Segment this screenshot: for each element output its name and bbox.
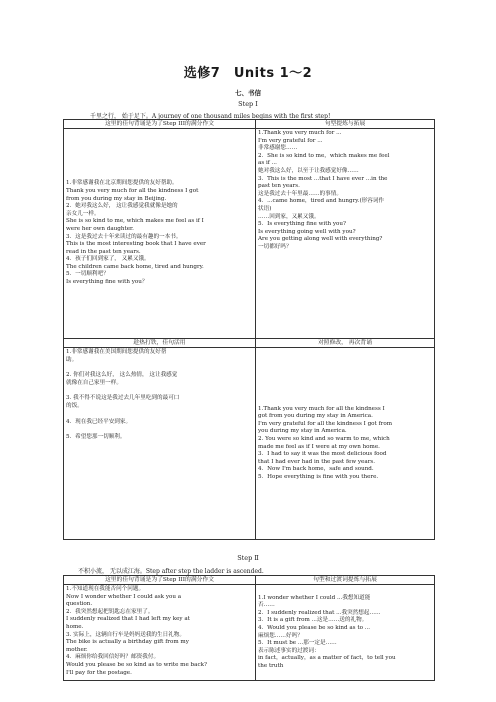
text-line: 的饭。 [66, 402, 83, 409]
page-title: 选修7 Units 1～2 [183, 66, 313, 81]
table1-right-lines [258, 130, 432, 252]
table3-right-cell [256, 585, 435, 681]
text-line: 3. 实际上，这辆自行车是妈妈送我的生日礼物。 [66, 631, 185, 638]
text-line: ……回到家，又累又饿。 [258, 213, 320, 220]
table1-left-lines [66, 180, 253, 286]
text-line: 2．她对我这么好， 这让我感觉我就像是她的 [66, 203, 178, 210]
list-item [66, 349, 253, 364]
list-item [66, 434, 253, 442]
list-item [66, 395, 253, 410]
table2-left-items [66, 349, 253, 450]
table2-right-header: 对照修改， 再次背诵 [256, 339, 435, 348]
step-1-label: Step Ⅰ [238, 100, 258, 108]
text-line: were her own daughter. [66, 225, 134, 232]
text-line: 3．This is the most ...that I have ever ...in the [258, 175, 388, 182]
text-line: as if ... [258, 160, 277, 167]
text-line: 表示陈述事实的过渡词： [258, 647, 320, 654]
step-2-table [63, 575, 435, 681]
text-line: 1.非常感谢我在北京期间您提供的友好帮助。 [66, 180, 178, 187]
text-line: got from you during my stay in America. [258, 413, 373, 420]
step-2-label: Step Ⅱ [237, 554, 259, 562]
step-1-proverb: 千里之行， 始于足下。A journey of one thousand miles begins with the first step! [90, 113, 331, 120]
text-line: 3. 我不得不说这是我过去几年里吃到的最可口 [66, 395, 180, 402]
text-line: Thank you very much for all the kindness I got [66, 187, 199, 194]
text-line: 1.非常感谢我在美国期间您提供的友好帮 [66, 349, 167, 355]
table2-left-header: 趁热打铁，佳句活用 [64, 339, 256, 348]
text-line: past ten years. [258, 183, 300, 190]
text-line: 5．It must be ...那一定是…… [258, 640, 337, 647]
text-line: 否…… [258, 602, 275, 609]
text-line: home. [66, 623, 84, 630]
text-line: 2．She is so kind to me，which makes me feel [258, 152, 390, 159]
spacer [66, 411, 253, 419]
list-item [66, 372, 253, 387]
text-line: 4．...came home，tired and hungry.(形容词作 [258, 198, 385, 205]
text-line: you during my stay in America. [258, 428, 347, 435]
text-line: Is everything going well with you? [258, 228, 356, 235]
text-line: 1.不知道现在我能否问个问题。 [66, 586, 145, 592]
text-line: The children came back home, tired and hungry. [66, 263, 204, 270]
text-line: in fact，actually，as a matter of fact，to tell you [258, 655, 396, 662]
text-line: 1.Thank you very much for ... [258, 130, 342, 136]
text-line: Now I wonder whether I could ask you a [66, 593, 182, 600]
text-line: read in the past ten years. [66, 248, 141, 255]
text-line: 5．希望您那一切顺利。 [66, 434, 126, 441]
table3-right-lines [258, 595, 432, 671]
text-line: This is the most interesting book that I have ever [66, 241, 206, 248]
text-line: 4．孩子们回到家了， 又累又饿。 [66, 256, 150, 263]
text-line: The bike is actually a birthday gift from my [66, 639, 189, 646]
text-line: 1.I wonder whether I could ...我想知道能 [258, 594, 371, 601]
text-line: 3．这是我过去十年来读过的最有趣的一本书。 [66, 233, 182, 240]
text-line: 5．Is everything fine with you? [258, 221, 346, 228]
text-line: 4．Now I'm back home，safe and sound. [258, 466, 374, 473]
text-line: 助。 [66, 356, 78, 363]
text-line: 1.Thank you very much for all the kindness I [258, 405, 385, 412]
text-line: 这是我过去十年里最……的事情。 [258, 190, 342, 197]
text-line: 麻烦您……好吗？ [258, 632, 303, 639]
text-line: 2．我突然想起把钥匙忘在家里了。 [66, 608, 154, 615]
text-line: 2. You were so kind and so warm to me, which [258, 435, 390, 442]
text-line: that I had ever had in the past few years. [258, 458, 376, 465]
table1-right-cell [256, 129, 435, 339]
text-line: 就像在自己家里一样。 [66, 379, 122, 386]
text-line: 一切都好吗？ [258, 243, 292, 250]
text-line: from you during my stay in Beijing. [66, 195, 167, 202]
text-line: Is everything fine with you？ [66, 279, 148, 286]
spacer [66, 426, 253, 434]
text-line: 4．Would you please be so kind as to ... [258, 624, 371, 631]
table3-left-header: 这里的佳句背诵是为了Step III的满分作文 [64, 576, 256, 585]
section-heading: 七、书信 [235, 89, 261, 97]
text-line: 4．现在我已经平安到家。 [66, 418, 132, 425]
text-line: 5．一切顺利吧？ [66, 271, 109, 278]
table1-left-header: 这里的佳句背诵是为了Step III的满分作文 [64, 120, 256, 129]
table1-left-cell [64, 129, 256, 339]
text-line: 4．麻烦你给我回信好吗？邮资我付。 [66, 654, 160, 661]
text-line: Are you getting along well with everything? [258, 236, 383, 243]
text-line: I'll pay for the postage. [66, 669, 132, 676]
text-line: question. [66, 601, 93, 608]
table3-right-header: 句型和过渡词提炼与拓展 [256, 576, 435, 585]
table2-left-cell [64, 348, 256, 540]
text-line: 3．It is a gift from ...这是……送的礼物。 [258, 617, 368, 624]
text-line: 3．I had to say it was the most delicious food [258, 451, 387, 458]
spacer [66, 442, 253, 450]
table1-right-header: 句型提炼与拓展 [256, 120, 435, 129]
text-line: mother. [66, 646, 88, 653]
table2-right-lines [258, 406, 432, 482]
step-1-table [63, 119, 435, 540]
text-line: I'm very grateful for ... [258, 137, 323, 144]
text-line: the truth [258, 662, 284, 669]
step-2-proverb: 不积小流， 无以成江海。Step after step the ladder is ascended. [78, 568, 264, 575]
text-line: 状语) [258, 205, 272, 212]
table3-left-lines [66, 586, 253, 677]
text-line: She is so kind to me, which makes me feel as if I [66, 218, 204, 225]
text-line: I'm very grateful for all the kindness I got from [258, 420, 392, 427]
spacer [66, 364, 253, 372]
text-line: I suddenly realized that I had left my key at [66, 616, 190, 623]
list-item [66, 419, 253, 427]
table2-right-cell [256, 348, 435, 540]
text-line: 5．Hope everything is fine with you there. [258, 473, 379, 480]
text-line: 2．I suddenly realized that ...我突然想起…… [258, 609, 381, 616]
text-line: made me feel as if I were at my own home. [258, 443, 380, 450]
text-line: 2. 你们对我这么好， 这么热情， 这让我感觉 [66, 372, 178, 379]
table3-left-cell [64, 585, 256, 681]
text-line: Would you please be so kind as to write me back? [66, 661, 207, 668]
text-line: 亲女儿一样。 [66, 210, 100, 217]
text-line: 非常感谢您…… [258, 145, 298, 152]
text-line: 她对我这么好，以至于让我感觉好像…… [258, 167, 359, 174]
